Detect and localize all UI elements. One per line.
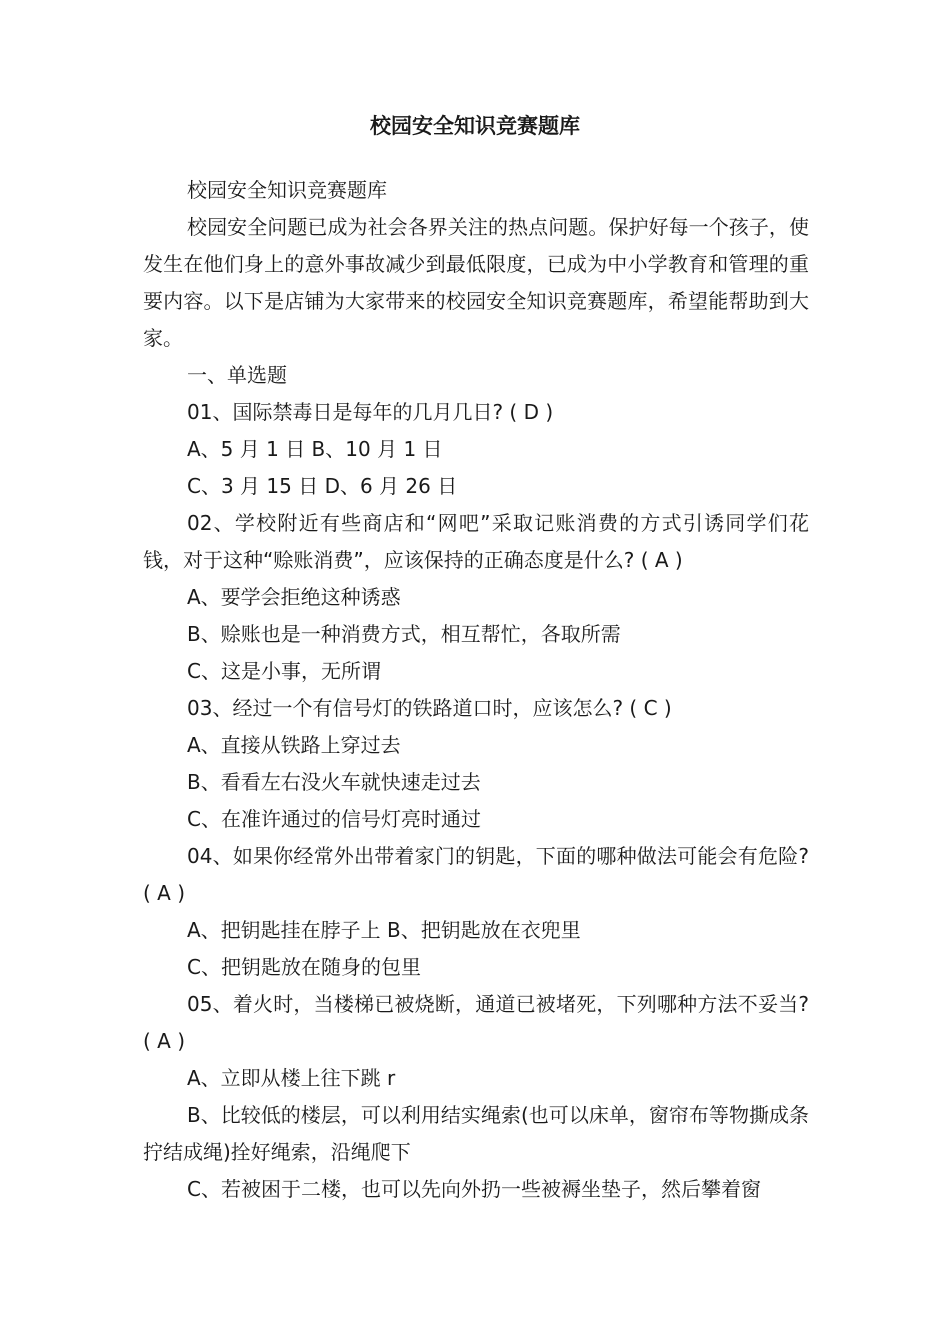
question-03-option-b: B、看看左右没火车就快速走过去 [187, 770, 481, 794]
question-04-option-c: C、把钥匙放在随身的包里 [187, 955, 421, 979]
question-05-option-b: B、比较低的楼层，可以利用结实绳索(也可以床单，窗帘布等物撕成条拧结成绳)拴好绳索，沿绳爬下 [143, 1103, 809, 1164]
question-01-options-cd: C、3 月 15 日 D、6 月 26 日 [187, 474, 458, 498]
question-03-option-a: A、直接从铁路上穿过去 [187, 733, 401, 757]
section-heading-single-choice: 一、单选题 [187, 363, 287, 387]
question-02: 02、学校附近有些商店和“网吧”采取记账消费的方式引诱同学们花钱，对于这种“赊账消费”，应该保持的正确态度是什么? ( A ) [143, 511, 809, 572]
question-01-options-ab: A、5 月 1 日 B、10 月 1 日 [187, 437, 443, 461]
document-title: 校园安全知识竞赛题库 [370, 114, 580, 138]
question-02-option-b: B、赊账也是一种消费方式，相互帮忙，各取所需 [187, 622, 621, 646]
question-04: 04、如果你经常外出带着家门的钥匙，下面的哪种做法可能会有危险? ( A ) [143, 844, 809, 905]
question-05-option-c: C、若被困于二楼，也可以先向外扔一些被褥坐垫子，然后攀着窗 [187, 1177, 761, 1201]
question-05: 05、着火时，当楼梯已被烧断，通道已被堵死，下列哪种方法不妥当? ( A ) [143, 992, 809, 1053]
question-04-options-ab: A、把钥匙挂在脖子上 B、把钥匙放在衣兜里 [187, 918, 581, 942]
question-03-option-c: C、在准许通过的信号灯亮时通过 [187, 807, 481, 831]
question-03: 03、经过一个有信号灯的铁路道口时，应该怎么? ( C ) [187, 696, 672, 720]
question-05-option-a: A、立即从楼上往下跳 r [187, 1066, 396, 1090]
paragraph-heading: 校园安全知识竞赛题库 [187, 178, 387, 202]
question-01: 01、国际禁毒日是每年的几月几日? ( D ) [187, 400, 554, 424]
question-02-option-c: C、这是小事，无所谓 [187, 659, 381, 683]
document-body [143, 172, 809, 1208]
question-02-option-a: A、要学会拒绝这种诱惑 [187, 585, 401, 609]
paragraph-intro: 校园安全问题已成为社会各界关注的热点问题。保护好每一个孩子，使发生在他们身上的意外事故减少到最低限度，已成为中小学教育和管理的重要内容。以下是店铺为大家带来的校园安全知识竞赛题库，希望能帮助到大家。 [143, 215, 809, 350]
